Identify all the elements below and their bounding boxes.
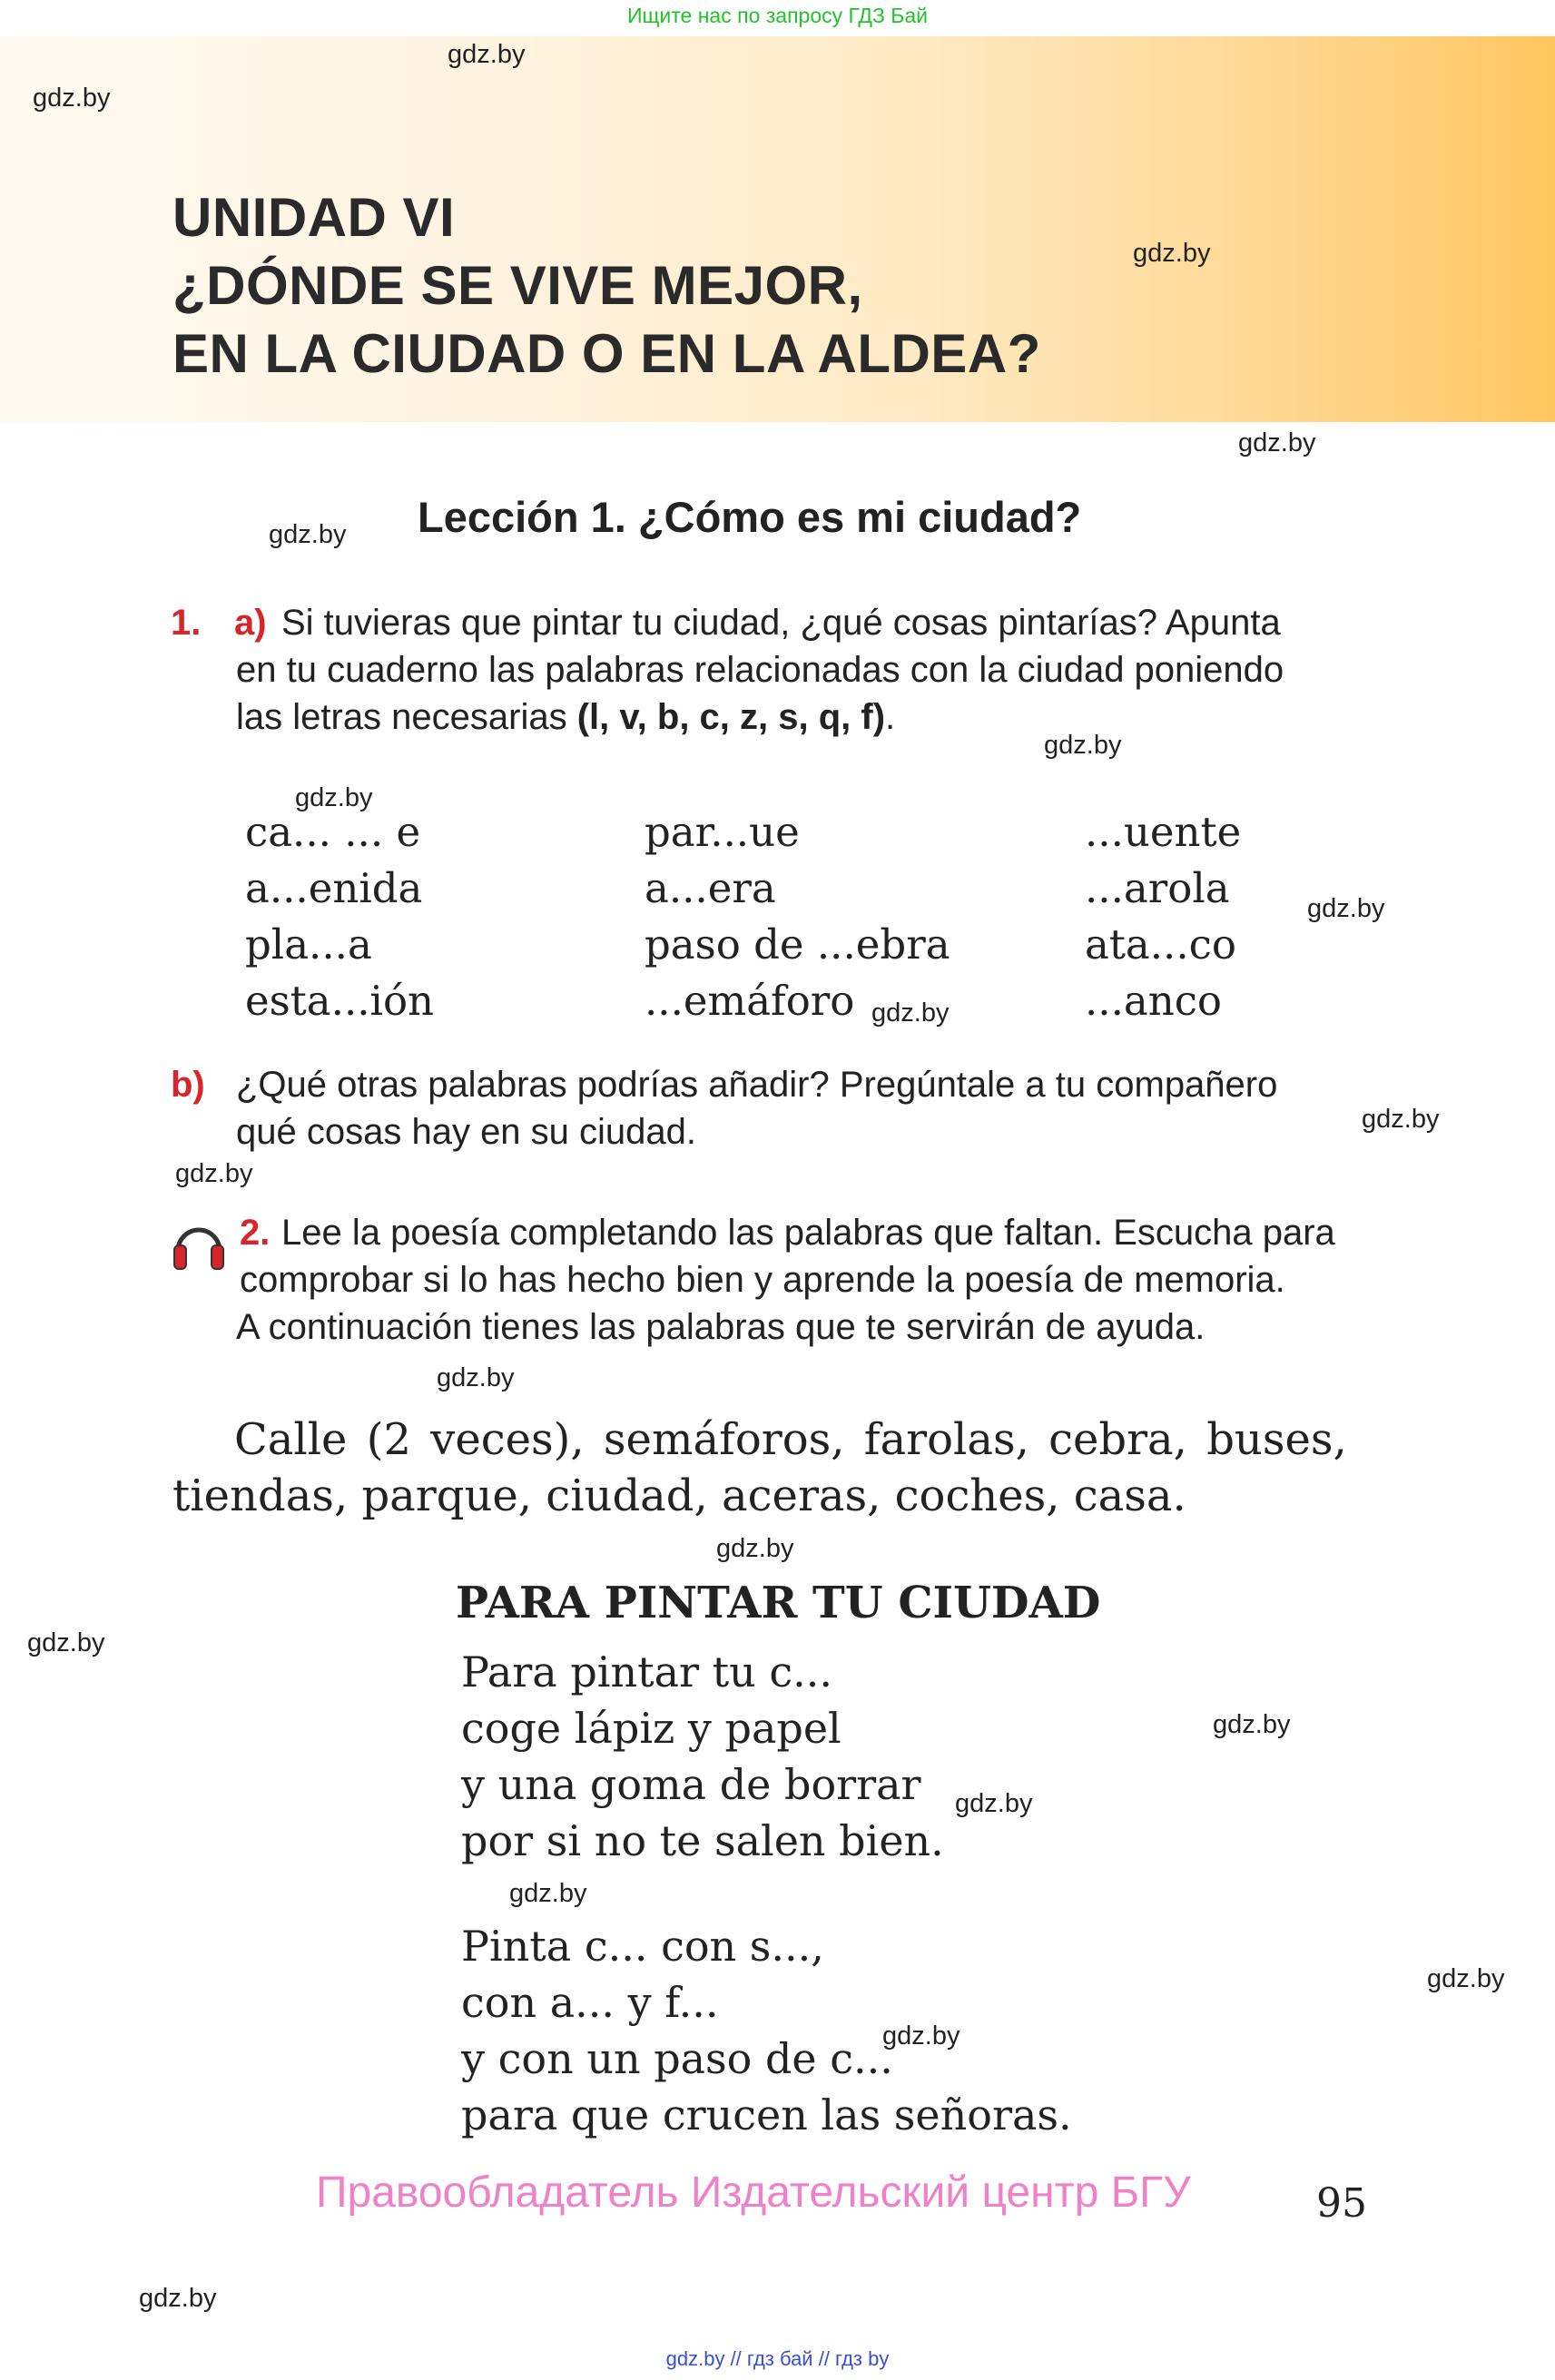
word-item: esta...ión	[245, 977, 435, 1025]
exercise-1a-text: las letras necesarias	[236, 697, 577, 737]
exercise-1a-line: en tu cuaderno las palabras relacionadas con la ciudad poniendo	[236, 650, 1284, 690]
page-number: 95	[1316, 2180, 1367, 2227]
poem-line: por si no te salen bien.	[461, 1816, 944, 1865]
watermark: gdz.by	[1238, 428, 1316, 457]
watermark: gdz.by	[955, 1789, 1033, 1818]
unit-title-line2: EN LA CIUDAD O EN LA ALDEA?	[172, 323, 1041, 384]
word-item: ...anco	[1085, 977, 1223, 1025]
exercise-2-number: 2.	[240, 1213, 271, 1253]
headphones-icon[interactable]	[169, 1215, 229, 1274]
poem-line: coge lápiz y papel	[461, 1704, 841, 1753]
footer-links[interactable]: gdz.by // гдз бай // гдз by	[665, 2347, 890, 2370]
watermark: gdz.by	[1307, 894, 1385, 923]
word-item: ata...co	[1085, 920, 1236, 969]
poem-line: para que crucen las señoras.	[461, 2090, 1072, 2139]
exercise-2-line: comprobar si lo has hecho bien y aprende la poesía de memoria.	[240, 1260, 1285, 1300]
watermark: gdz.by	[1044, 731, 1122, 760]
poem-line: y con un paso de c...	[461, 2034, 893, 2083]
exercise-1a-line: Si tuvieras que pintar tu ciudad, ¿qué cosas pintarías? Apunta	[281, 603, 1281, 643]
letters-list: (l, v, b, c, z, s, q, f)	[576, 697, 886, 737]
watermark: gdz.by	[437, 1363, 515, 1392]
word-item: ...emáforo	[645, 977, 855, 1025]
top-search-banner[interactable]: Ищите нас по запросу ГДЗ Бай	[626, 4, 929, 27]
word-item: a...era	[645, 864, 776, 912]
exercise-1a-label: a)	[234, 603, 267, 643]
poem-title: PARA PINTAR TU CIUDAD	[456, 1578, 1101, 1628]
watermark: gdz.by	[269, 520, 347, 549]
exercise-1b-label: b)	[171, 1065, 205, 1105]
unit-number: UNIDAD VI	[172, 187, 456, 248]
watermark: gdz.by	[1133, 239, 1211, 268]
poem-line: Pinta c... con s...,	[461, 1922, 824, 1971]
watermark: gdz.by	[175, 1159, 253, 1188]
word-item: ...arola	[1085, 864, 1230, 912]
exercise-2-line: Lee la poesía completando las palabras que faltan. Escucha para	[281, 1213, 1335, 1253]
poem-line: Para pintar tu c...	[461, 1647, 833, 1696]
watermark: gdz.by	[33, 84, 111, 113]
exercise-2-line: A continuación tienes las palabras que te servirán de ayuda.	[236, 1307, 1206, 1347]
lesson-title: Lección 1. ¿Cómo es mi ciudad?	[418, 493, 1082, 541]
watermark: gdz.by	[295, 783, 373, 812]
watermark: gdz.by	[509, 1879, 587, 1908]
watermark: gdz.by	[882, 2021, 960, 2051]
exercise-1-number: 1.	[171, 603, 202, 643]
watermark: gdz.by	[871, 998, 950, 1028]
copyright-notice: Правообладатель Издательский центр БГУ	[316, 2169, 1191, 2217]
help-words-line1: Calle (2 veces), semáforos, farolas, cebra, buses,	[234, 1414, 1347, 1465]
unit-title-line1: ¿DÓNDE SE VIVE MEJOR,	[172, 255, 863, 316]
word-item: paso de ...ebra	[645, 920, 950, 969]
word-item: ...uente	[1085, 808, 1242, 856]
word-item: ca... ... e	[245, 808, 421, 856]
watermark: gdz.by	[1362, 1105, 1440, 1134]
word-item: pla...a	[245, 920, 372, 969]
period: .	[885, 697, 896, 737]
watermark: gdz.by	[139, 2284, 217, 2313]
watermark: gdz.by	[1427, 1964, 1505, 1993]
exercise-1b-line: ¿Qué otras palabras podrías añadir? Pregúntale a tu compañero	[236, 1065, 1278, 1105]
poem-line: con a... y f...	[461, 1978, 719, 2027]
exercise-1b-line: qué cosas hay en su ciudad.	[236, 1112, 697, 1152]
word-item: a...enida	[245, 864, 423, 912]
help-words-line2: tiendas, parque, ciudad, aceras, coches, casa.	[172, 1470, 1186, 1521]
poem-line: y una goma de borrar	[461, 1760, 921, 1809]
watermark: gdz.by	[448, 40, 526, 69]
word-item: par...ue	[645, 808, 800, 856]
watermark: gdz.by	[1213, 1710, 1291, 1739]
exercise-1a-line	[236, 697, 895, 738]
watermark: gdz.by	[716, 1534, 794, 1563]
watermark: gdz.by	[27, 1628, 105, 1657]
